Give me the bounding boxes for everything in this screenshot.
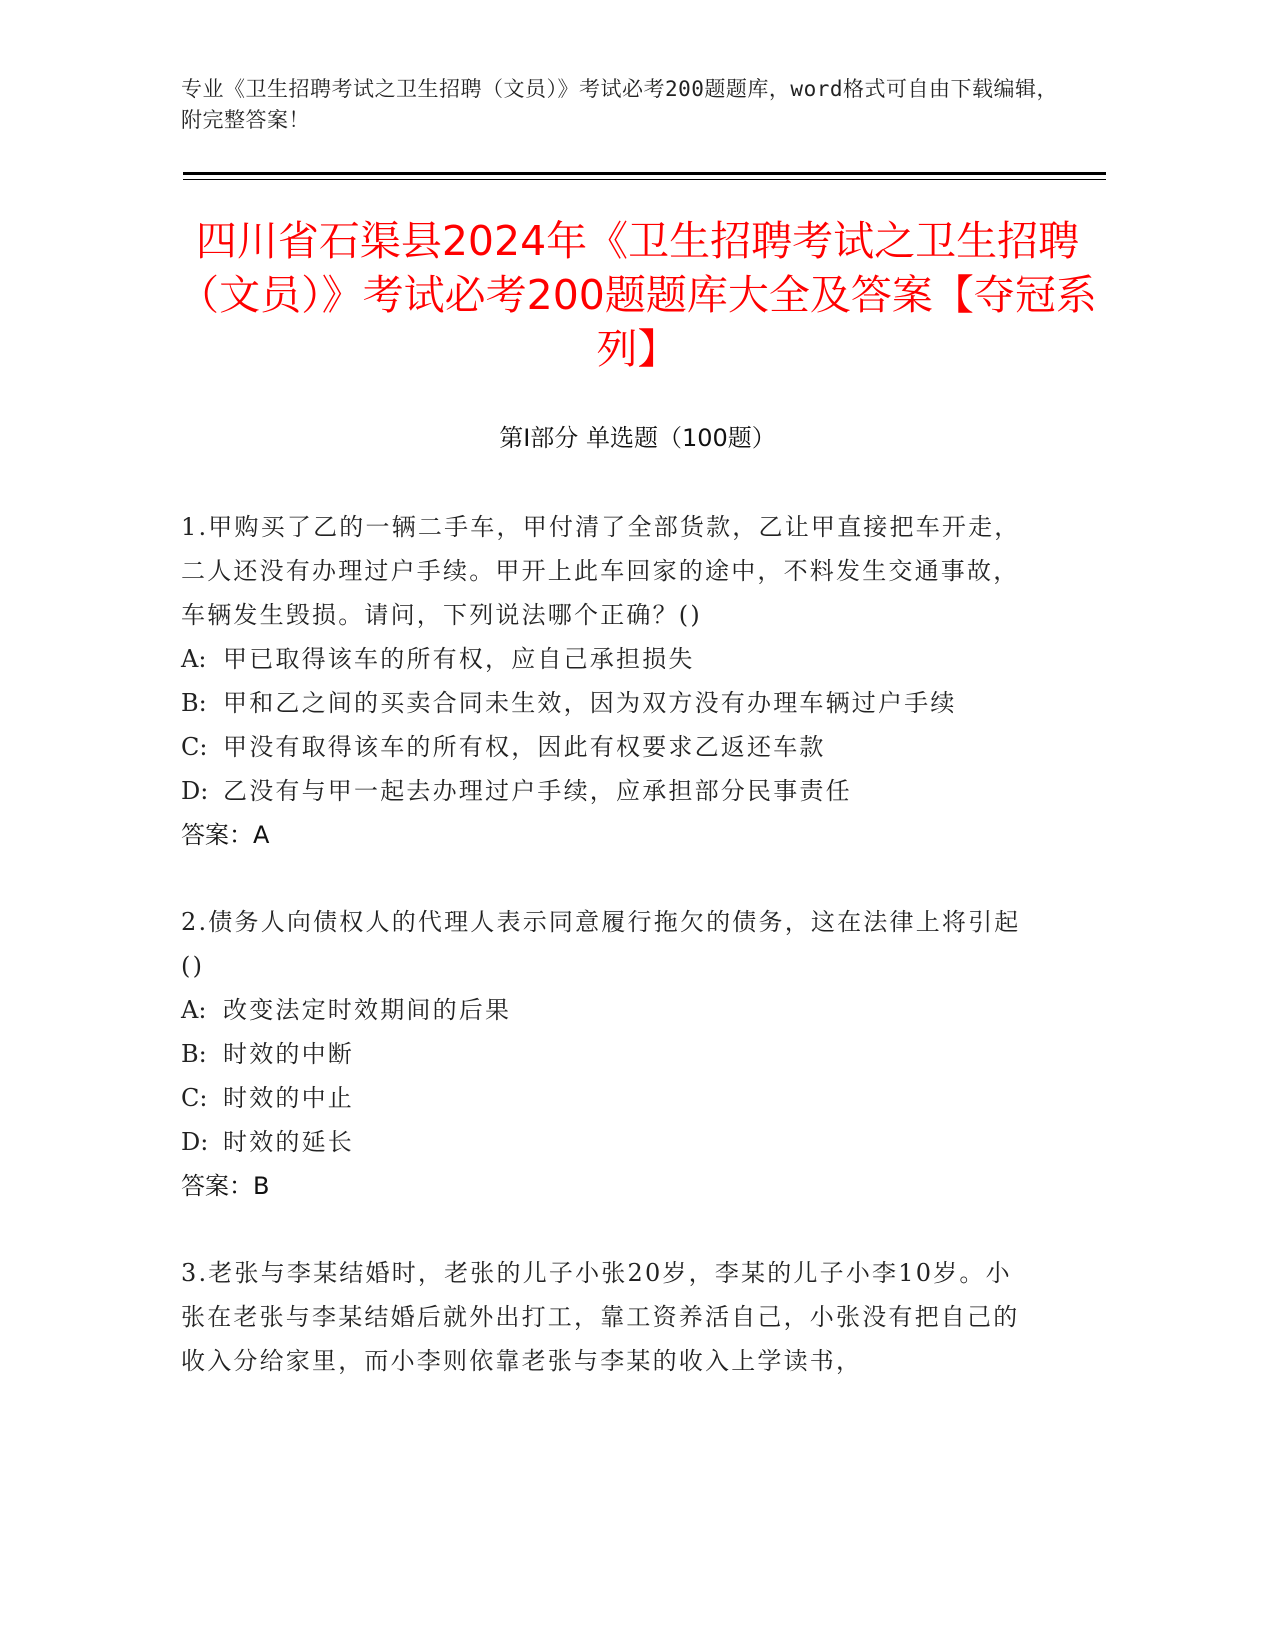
document-title: 四川省石渠县2024年《卫生招聘考试之卫生招聘（文员）》考试必考200题题库大全及答案【夺冠系列】 [178, 217, 1097, 373]
header-note: 专业《卫生招聘考试之卫生招聘（文员）》考试必考200题题库，word格式可自由下载编辑，附完整答案！ [181, 77, 1058, 132]
option-text: 甲没有取得该车的所有权，因此有权要求乙返还车款 [223, 733, 826, 761]
option-text: 时效的中止 [223, 1084, 354, 1112]
option-text: 时效的延长 [223, 1128, 354, 1156]
option-b [181, 681, 1021, 725]
question-item [181, 1251, 1021, 1383]
question-text: 2.债务人向债权人的代理人表示同意履行拖欠的债务，这在法律上将引起() [181, 908, 1021, 980]
option-text: 改变法定时效期间的后果 [223, 996, 512, 1024]
header-divider-thin [183, 179, 1106, 180]
option-b [181, 1032, 1021, 1076]
header-divider-thick [183, 172, 1106, 175]
question-text: 1.甲购买了乙的一辆二手车，甲付清了全部货款，乙让甲直接把车开走，二人还没有办理过户手续。甲开上此车回家的途中，不料发生交通事故，车辆发生毁损。请问，下列说法哪个正确？() [181, 513, 1021, 629]
option-key: D: [181, 1128, 209, 1156]
section-title: 第I部分 单选题（100题） [499, 424, 776, 452]
answer-line: 答案：A [181, 821, 270, 849]
option-key: A: [181, 645, 207, 673]
option-key: B: [181, 689, 207, 717]
option-text: 乙没有与甲一起去办理过户手续，应承担部分民事责任 [223, 777, 852, 805]
option-text: 甲和乙之间的买卖合同未生效，因为双方没有办理车辆过户手续 [223, 689, 957, 717]
answer-line: 答案：B [181, 1172, 270, 1200]
option-d [181, 1120, 1021, 1164]
option-key: D: [181, 777, 209, 805]
option-a [181, 637, 1021, 681]
option-key: A: [181, 996, 207, 1024]
question-item [181, 505, 1021, 857]
option-text: 甲已取得该车的所有权，应自己承担损失 [223, 645, 695, 673]
option-d [181, 769, 1021, 813]
option-key: C: [181, 1084, 208, 1112]
option-key: B: [181, 1040, 207, 1068]
option-key: C: [181, 733, 208, 761]
question-list [181, 505, 1021, 1426]
question-text: 3.老张与李某结婚时，老张的儿子小张20岁，李某的儿子小李10岁。小张在老张与李某结婚后就外出打工，靠工资养活自己，小张没有把自己的收入分给家里，而小李则依靠老张与李某的收入上学读书， [181, 1259, 1020, 1375]
question-item [181, 900, 1021, 1208]
option-a [181, 988, 1021, 1032]
option-c [181, 725, 1021, 769]
option-c [181, 1076, 1021, 1120]
option-text: 时效的中断 [223, 1040, 354, 1068]
